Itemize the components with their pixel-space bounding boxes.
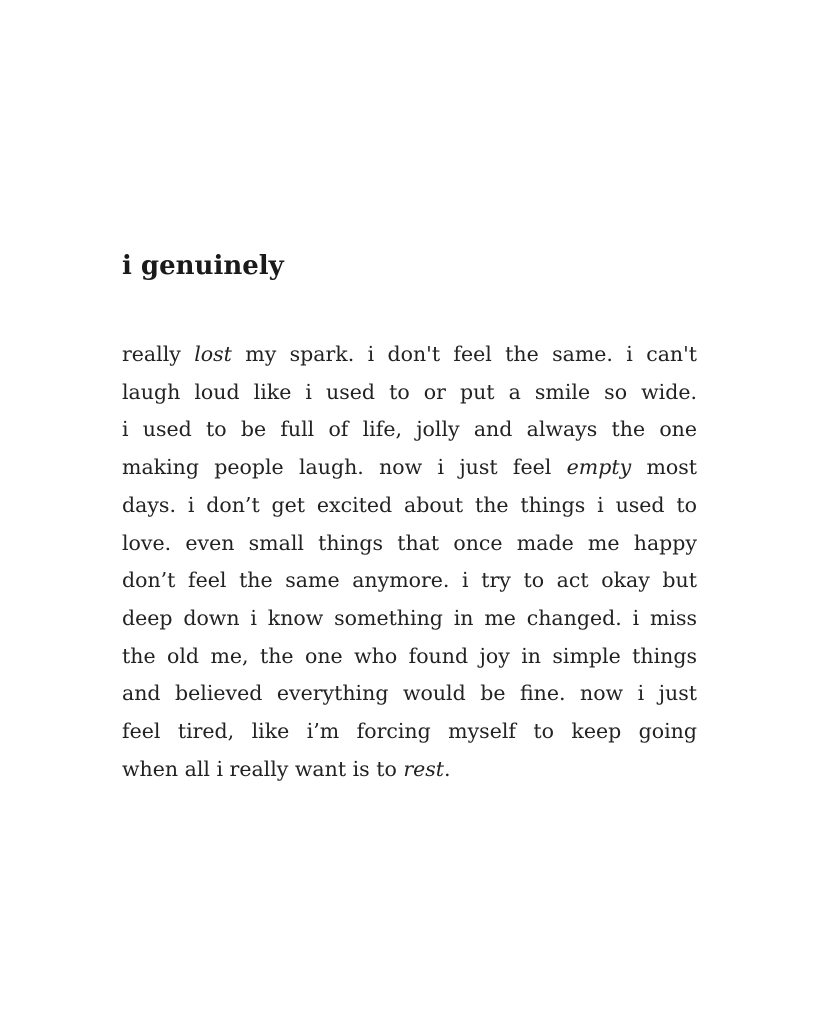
paragraph-line	[122, 411, 697, 449]
paragraph-line	[122, 449, 697, 487]
paragraph-line	[122, 374, 697, 412]
text-run: my spark. i don't feel the same. i can't	[231, 342, 697, 366]
text-run: and believed everything would be fine. now i just	[122, 681, 697, 706]
text-run: feel tired, like i’m forcing myself to keep going	[122, 719, 697, 744]
text-run: love. even small things that once made me happy	[122, 530, 697, 555]
text-run: really	[122, 342, 195, 366]
text-run: most	[631, 455, 697, 480]
paragraph-line	[122, 525, 697, 563]
text-run: making people laugh. now i just feel	[122, 455, 567, 480]
paragraph-line	[122, 562, 697, 600]
paragraph-line	[122, 600, 697, 638]
paragraph-line	[122, 638, 697, 676]
text-run: days. i don’t get excited about the things i used to	[122, 492, 697, 517]
text-run: laugh loud like i used to or put a smile so wide.	[122, 379, 697, 404]
paragraph-line	[122, 713, 697, 751]
text-run: i used to be full of life, jolly and always the one	[122, 417, 697, 442]
body-paragraph	[122, 336, 697, 788]
paragraph-line	[122, 336, 697, 374]
page-title: i genuinely	[122, 251, 284, 281]
emphasized-word: lost	[194, 342, 232, 366]
paragraph-line	[122, 675, 697, 713]
emphasized-word: rest	[403, 756, 445, 781]
paragraph-line	[122, 751, 697, 789]
text-run: when all i really want is to	[122, 756, 404, 781]
text-run: the old me, the one who found joy in simple things	[122, 643, 697, 668]
emphasized-word: empty	[566, 455, 632, 480]
text-run: .	[444, 756, 451, 781]
text-run: deep down i know something in me changed. i miss	[122, 605, 697, 630]
paragraph-line	[122, 487, 697, 525]
text-run: don’t feel the same anymore. i try to act okay but	[122, 568, 697, 593]
